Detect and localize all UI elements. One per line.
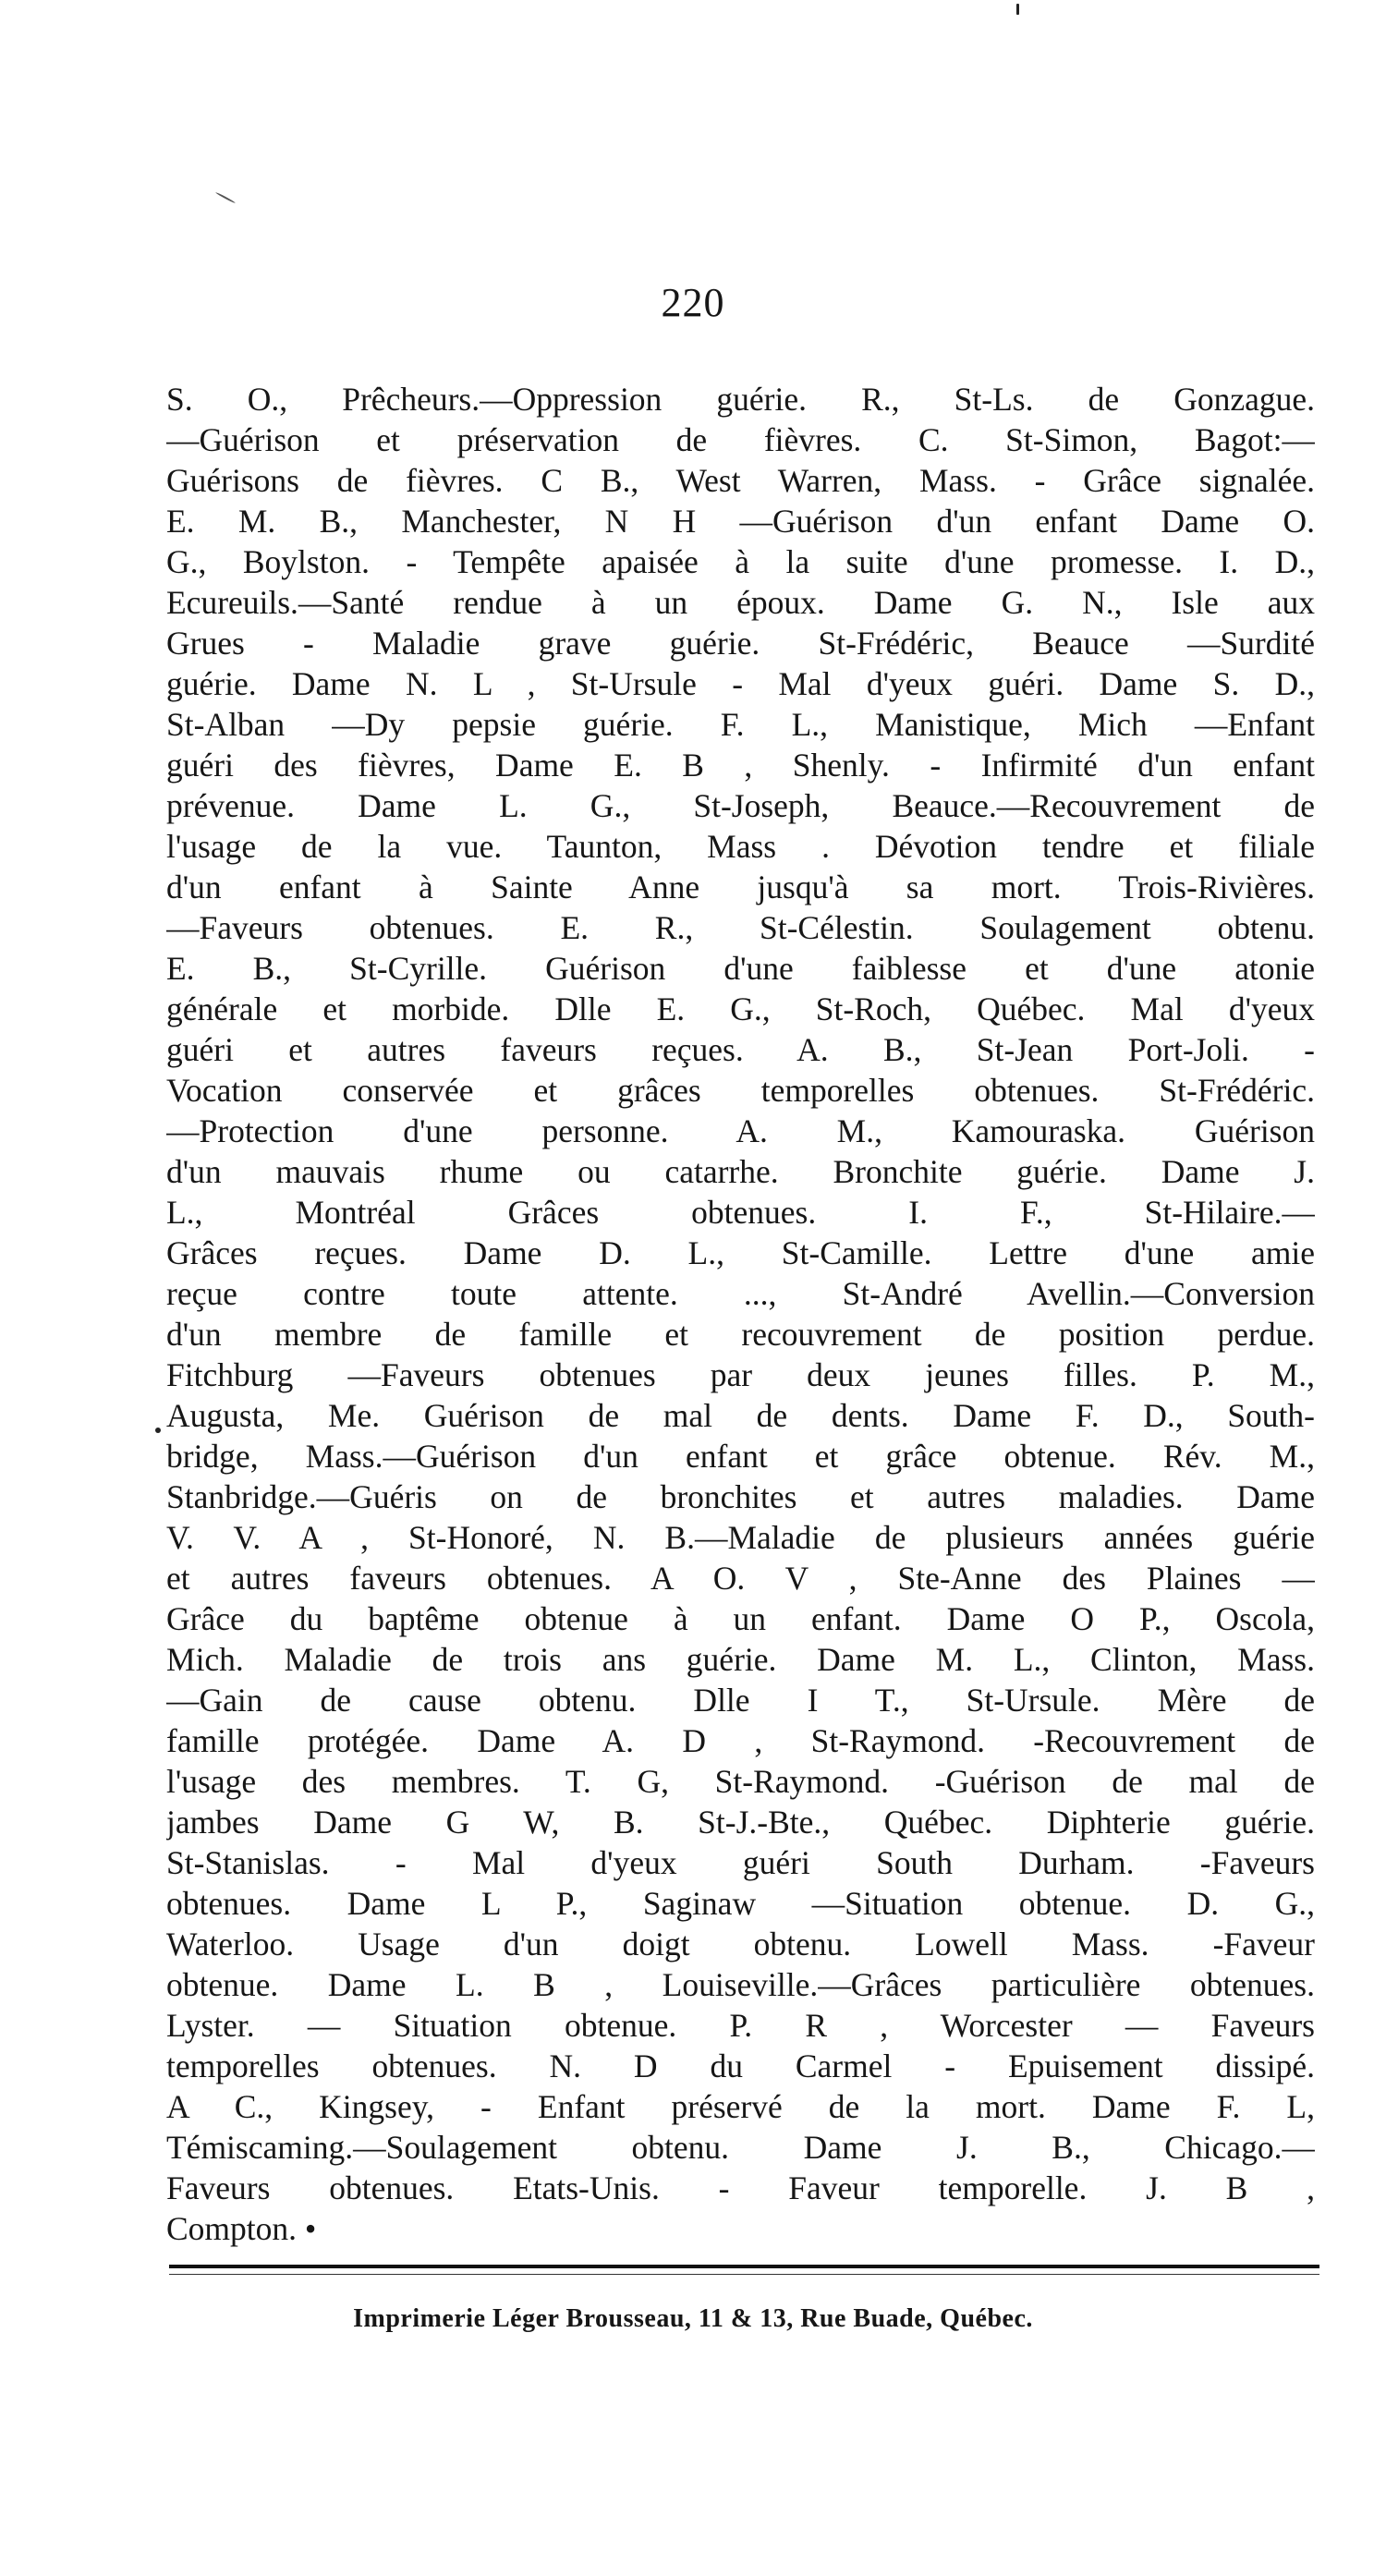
text-line: d'un enfant à Sainte Anne jusqu'à sa mort. Trois-Rivières. — [166, 869, 1315, 905]
text-line: L., Montréal Grâces obtenues. I. F., St-Hilaire.— — [166, 1194, 1315, 1231]
text-line: et autres faveurs obtenues. A O. V , Ste-Anne des Plaines — — [166, 1560, 1315, 1597]
text-line: Faveurs obtenues. Etats-Unis. - Faveur temporelle. J. B , — [166, 2169, 1315, 2206]
text-line: St-Stanislas. - Mal d'yeux guéri South Durham. -Faveurs — [166, 1844, 1315, 1881]
text-line: Témiscaming.—Soulagement obtenu. Dame J. B., Chicago.— — [166, 2129, 1315, 2166]
text-line: obtenue. Dame L. B , Louiseville.—Grâces particulière obtenues. — [166, 1966, 1315, 2003]
body-text — [166, 379, 1315, 2249]
text-line: temporelles obtenues. N. D du Carmel - Epuisement dissipé. — [166, 2047, 1315, 2084]
print-speck — [1016, 4, 1019, 15]
text-line: jambes Dame G W, B. St-J.-Bte., Québec. Diphterie guérie. — [166, 1804, 1315, 1841]
text-line: famille protégée. Dame A. D , St-Raymond. -Recouvrement de — [166, 1722, 1315, 1759]
text-line: Mich. Maladie de trois ans guérie. Dame M. L., Clinton, Mass. — [166, 1641, 1315, 1678]
page-number: 220 — [661, 280, 725, 325]
text-line: prévenue. Dame L. G., St-Joseph, Beauce.—Recouvrement de — [166, 787, 1315, 824]
text-line: Guérisons de fièvres. C B., West Warren, Mass. - Grâce signalée. — [166, 462, 1315, 499]
text-line: guérie. Dame N. L , St-Ursule - Mal d'yeux guéri. Dame S. D., — [166, 665, 1315, 702]
text-line: Ecureuils.—Santé rendue à un époux. Dame G. N., Isle aux — [166, 584, 1315, 621]
text-line: l'usage de la vue. Taunton, Mass . Dévotion tendre et filiale — [166, 828, 1315, 865]
text-line: —Faveurs obtenues. E. R., St-Célestin. Soulagement obtenu. — [166, 909, 1315, 946]
text-line: Grâces reçues. Dame D. L., St-Camille. Lettre d'une amie — [166, 1234, 1315, 1271]
text-line: Lyster. — Situation obtenue. P. R , Worcester — Faveurs — [166, 2007, 1315, 2044]
text-line: guéri et autres faveurs reçues. A. B., St-Jean Port-Joli. - — [166, 1031, 1315, 1068]
print-speck — [215, 191, 236, 203]
text-line: E. B., St-Cyrille. Guérison d'une faiblesse et d'une atonie — [166, 950, 1315, 987]
imprint-footer: Imprimerie Léger Brousseau, 11 & 13, Rue Buade, Québec. — [353, 2304, 1033, 2333]
text-line: Stanbridge.—Guéris on de bronchites et autres maladies. Dame — [166, 1478, 1315, 1515]
text-line: Vocation conservée et grâces temporelles obtenues. St-Frédéric. — [166, 1072, 1315, 1109]
text-line: —Protection d'une personne. A. M., Kamouraska. Guérison — [166, 1112, 1315, 1149]
text-line: reçue contre toute attente. ..., St-André Avellin.—Conversion — [166, 1275, 1315, 1312]
text-line: A C., Kingsey, - Enfant préservé de la mort. Dame F. L, — [166, 2088, 1315, 2125]
separator-rule — [169, 2274, 1319, 2275]
text-line: E. M. B., Manchester, N H —Guérison d'un enfant Dame O. — [166, 503, 1315, 540]
text-line: —Guérison et préservation de fièvres. C. St-Simon, Bagot:— — [166, 421, 1315, 458]
text-line: G., Boylston. - Tempête apaisée à la suite d'une promesse. I. D., — [166, 543, 1315, 580]
text-line: Waterloo. Usage d'un doigt obtenu. Lowell Mass. -Faveur — [166, 1926, 1315, 1962]
print-speck — [155, 1428, 161, 1433]
text-line: d'un mauvais rhume ou catarrhe. Bronchite guérie. Dame J. — [166, 1153, 1315, 1190]
text-line: générale et morbide. Dlle E. G., St-Roch, Québec. Mal d'yeux — [166, 990, 1315, 1027]
text-line: guéri des fièvres, Dame E. B , Shenly. - Infirmité d'un enfant — [166, 747, 1315, 784]
text-line: d'un membre de famille et recouvrement de position perdue. — [166, 1316, 1315, 1353]
text-line: Grues - Maladie grave guérie. St-Frédéric, Beauce —Surdité — [166, 625, 1315, 662]
text-line: obtenues. Dame L P., Saginaw —Situation obtenue. D. G., — [166, 1885, 1315, 1922]
text-line: Augusta, Me. Guérison de mal de dents. Dame F. D., South- — [166, 1397, 1315, 1434]
separator-rule — [169, 2265, 1319, 2268]
text-line: —Gain de cause obtenu. Dlle I T., St-Ursule. Mère de — [166, 1682, 1315, 1719]
text-line: bridge, Mass.—Guérison d'un enfant et grâce obtenue. Rév. M., — [166, 1438, 1315, 1475]
text-line: Fitchburg —Faveurs obtenues par deux jeunes filles. P. M., — [166, 1356, 1315, 1393]
text-line: St-Alban —Dy pepsie guérie. F. L., Manistique, Mich —Enfant — [166, 706, 1315, 743]
text-line: Grâce du baptême obtenue à un enfant. Dame O P., Oscola, — [166, 1600, 1315, 1637]
text-line: Compton. • — [166, 2210, 317, 2247]
text-line: S. O., Prêcheurs.—Oppression guérie. R., St-Ls. de Gonzague. — [166, 381, 1315, 418]
text-line: V. V. A , St-Honoré, N. B.—Maladie de plusieurs années guérie — [166, 1519, 1315, 1556]
text-line: l'usage des membres. T. G, St-Raymond. -Guérison de mal de — [166, 1763, 1315, 1800]
